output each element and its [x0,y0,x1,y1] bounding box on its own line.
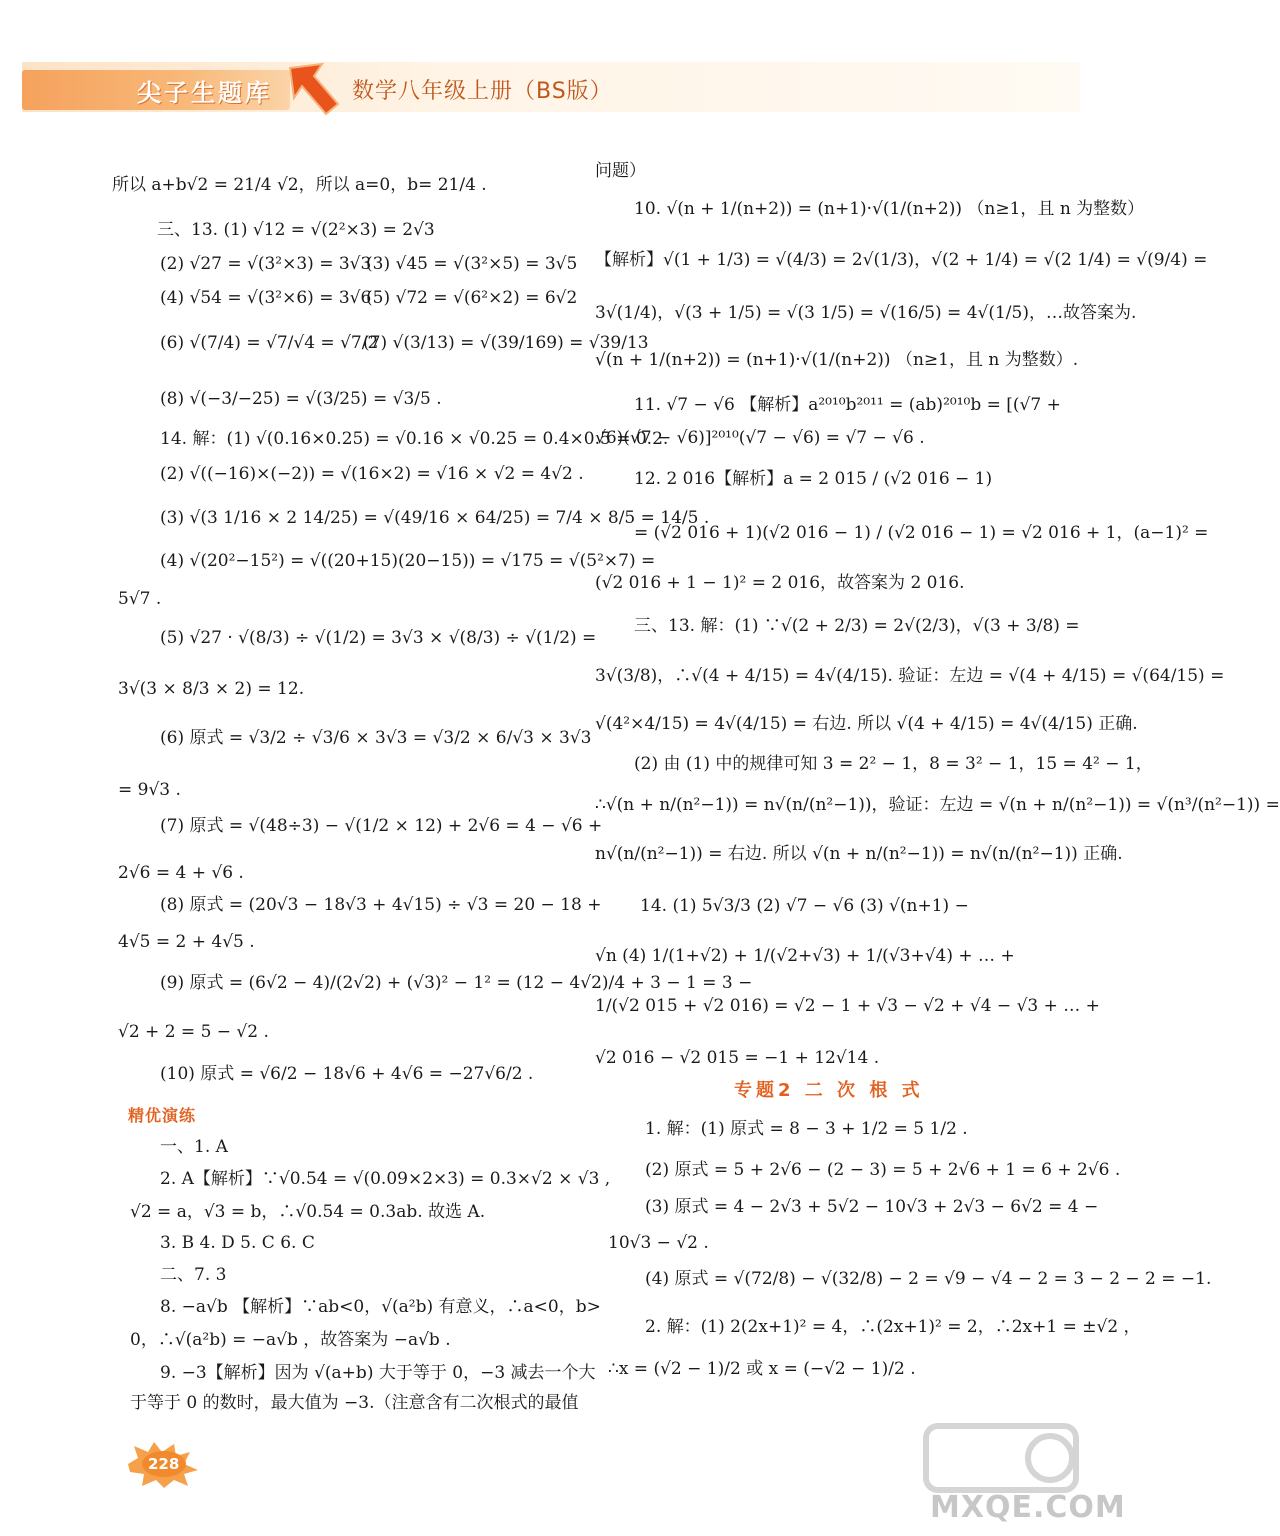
answer-line: (8) 原式 = (20√3 − 18√3 + 4√15) ÷ √3 = 20 − 18 + [160,895,602,915]
answer-line: (5) √72 = √(6²×2) = 6√2 [366,288,578,308]
answer-line: 4√5 = 2 + 4√5 . [118,932,255,952]
answer-line: 【解析】√(1 + 1/3) = √(4/3) = 2√(1/3)，√(2 + 1/4) = √(2 1/4) = √(9/4) = [595,250,1208,270]
answer-line: (4) √54 = √(3²×6) = 3√6 [160,288,372,308]
answer-line: (10) 原式 = √6/2 − 18√6 + 4√6 = −27√6/2 . [160,1064,534,1084]
answer-line: (3) √45 = √(3²×5) = 3√5 [366,254,578,274]
book-title: 数学八年级上册（BS版） [352,79,613,104]
answer-line: √n (4) 1/(1+√2) + 1/(√2+√3) + 1/(√3+√4) + … + [595,946,1015,966]
answer-line: 14. 解：(1) √(0.16×0.25) = √0.16 × √0.25 = 0.4×0.5 = 0.2. [160,429,669,449]
answer-line: = 9√3 . [118,780,181,800]
answer-line: 9. −3【解析】因为 √(a+b) 大于等于 0，−3 减去一个大 [160,1363,596,1383]
answer-line: 11. √7 − √6 【解析】a²⁰¹⁰b²⁰¹¹ = (ab)²⁰¹⁰b = [(√7 + [634,395,1061,415]
answer-line: 14. (1) 5√3/3 (2) √7 − √6 (3) √(n+1) − [640,896,969,916]
answer-line: (2) √((−16)×(−2)) = √(16×2) = √16 × √2 = 4√2 . [160,464,584,484]
answer-line: 所以 a+b√2 = 21/4 √2，所以 a=0，b= 21/4 . [112,175,487,195]
answer-line: (3) √(3 1/16 × 2 14/25) = √(49/16 × 64/25) = 7/4 × 8/5 = 14/5 . [160,508,710,528]
answer-line: √(n + 1/(n+2)) = (n+1)·√(1/(n+2)) （n≥1，且 n 为整数）. [595,350,1079,370]
answer-line: 1. 解：(1) 原式 = 8 − 3 + 1/2 = 5 1/2 . [645,1119,968,1139]
practice-title: 精优演练 [128,1106,197,1125]
answer-line: 3√(3 × 8/3 × 2) = 12. [118,679,305,699]
answer-line: 二、7. 3 [160,1265,227,1285]
answer-line: (2) 原式 = 5 + 2√6 − (2 − 3) = 5 + 2√6 + 1 = 6 + 2√6 . [645,1160,1121,1180]
page-number: 228 [148,1455,180,1473]
answer-line: (2) 由 (1) 中的规律可知 3 = 2² − 1，8 = 3² − 1，15 = 4² − 1， [634,754,1153,774]
answer-line: 于等于 0 的数时，最大值为 −3.（注意含有二次根式的最值 [130,1393,579,1413]
answer-line: (4) 原式 = √(72/8) − √(32/8) − 2 = √9 − √4 − 2 = 3 − 2 − 2 = −1. [645,1269,1212,1289]
arrow-icon [288,62,340,116]
answer-line: 0，∴√(a²b) = −a√b ，故答案为 −a√b . [130,1330,451,1350]
answer-line: 三、13. 解：(1) ∵√(2 + 2/3) = 2√(2/3)，√(3 + 3/8) = [634,616,1080,636]
answer-line: √2 016 − √2 015 = −1 + 12√14 . [595,1048,880,1068]
answer-line: 10. √(n + 1/(n+2)) = (n+1)·√(1/(n+2)) （n≥1，且 n 为整数） [634,199,1145,219]
answer-line: 2. A【解析】∵√0.54 = √(0.09×2×3) = 0.3×√2 × √3 , [160,1169,611,1189]
answer-line: 2√6 = 4 + √6 . [118,863,244,883]
answer-line: √2 + 2 = 5 − √2 . [118,1022,269,1042]
answer-line: (7) 原式 = √(48÷3) − √(1/2 × 12) + 2√6 = 4 − √6 + [160,816,603,836]
answer-line: = (√2 016 + 1)(√2 016 − 1) / (√2 016 − 1) = √2 016 + 1，(a−1)² = [634,523,1209,543]
answer-line: (3) 原式 = 4 − 2√3 + 5√2 − 10√3 + 2√3 − 6√2 = 4 − [645,1197,1099,1217]
answer-line: 3√(3/8)，∴√(4 + 4/15) = 4√(4/15). 验证：左边 = √(4 + 4/15) = √(64/15) = [595,666,1225,686]
answer-line: (7) √(3/13) = √(39/169) = √39/13 [363,333,649,353]
answer-line: √(4²×4/15) = 4√(4/15) = 右边. 所以 √(4 + 4/15) = 4√(4/15) 正确. [595,714,1138,734]
answer-line: 5√7 . [118,589,162,609]
answer-line: √6)(√7 − √6)]²⁰¹⁰(√7 − √6) = √7 − √6 . [595,428,925,448]
section-title: 专题2 二 次 根 式 [734,1080,924,1101]
answer-line: (6) √(7/4) = √7/√4 = √7/2 [160,333,379,353]
answer-line: 3√(1/4)，√(3 + 1/5) = √(3 1/5) = √(16/5) = 4√(1/5)，…故答案为. [595,303,1137,323]
answer-line: 问题） [595,161,646,181]
brand-name: 尖子生题库 [137,79,272,107]
answer-line: (2) √27 = √(3²×3) = 3√3 [160,254,372,274]
answer-line: 1/(√2 015 + √2 016) = √2 − 1 + √3 − √2 + √4 − √3 + … + [595,996,1100,1016]
answer-line: 3. B 4. D 5. C 6. C [160,1233,315,1253]
answer-line: (4) √(20²−15²) = √((20+15)(20−15)) = √175 = √(5²×7) = [160,551,656,571]
answer-line: 三、13. (1) √12 = √(2²×3) = 2√3 [157,220,435,240]
answer-line: n√(n/(n²−1)) = 右边. 所以 √(n + n/(n²−1)) = n√(n/(n²−1)) 正确. [595,844,1123,864]
answer-line: 2. 解：(1) 2(2x+1)² = 4，∴(2x+1)² = 2，∴2x+1 = ±√2 ， [645,1317,1141,1337]
answer-line: (8) √(−3/−25) = √(3/25) = √3/5 . [160,389,442,409]
answer-line: 10√3 − √2 . [608,1233,709,1253]
watermark-text: MXQE.COM [930,1490,1126,1525]
answer-line: 12. 2 016【解析】a = 2 015 / (√2 016 − 1) [634,469,993,489]
answer-line: 一、1. A [160,1137,228,1157]
answer-line: (5) √27 · √(8/3) ÷ √(1/2) = 3√3 × √(8/3) ÷ √(1/2) = [160,628,597,648]
answer-line: (√2 016 + 1 − 1)² = 2 016，故答案为 2 016. [595,573,965,593]
answer-line: 8. −a√b 【解析】∵ab<0，√(a²b) 有意义，∴a<0，b> [160,1297,601,1317]
answer-line: ∴x = (√2 − 1)/2 或 x = (−√2 − 1)/2 . [608,1359,916,1379]
answer-line: √2 = a，√3 = b，∴√0.54 = 0.3ab. 故选 A. [130,1202,486,1222]
answer-line: (6) 原式 = √3/2 ÷ √3/6 × 3√3 = √3/2 × 6/√3 × 3√3 [160,728,592,748]
answer-line: (9) 原式 = (6√2 − 4)/(2√2) + (√3)² − 1² = (12 − 4√2)/4 + 3 − 1 = 3 − [160,973,753,993]
answer-line: ∴√(n + n/(n²−1)) = n√(n/(n²−1))，验证：左边 = √(n + n/(n²−1)) = √(n³/(n²−1)) = [595,795,1280,815]
